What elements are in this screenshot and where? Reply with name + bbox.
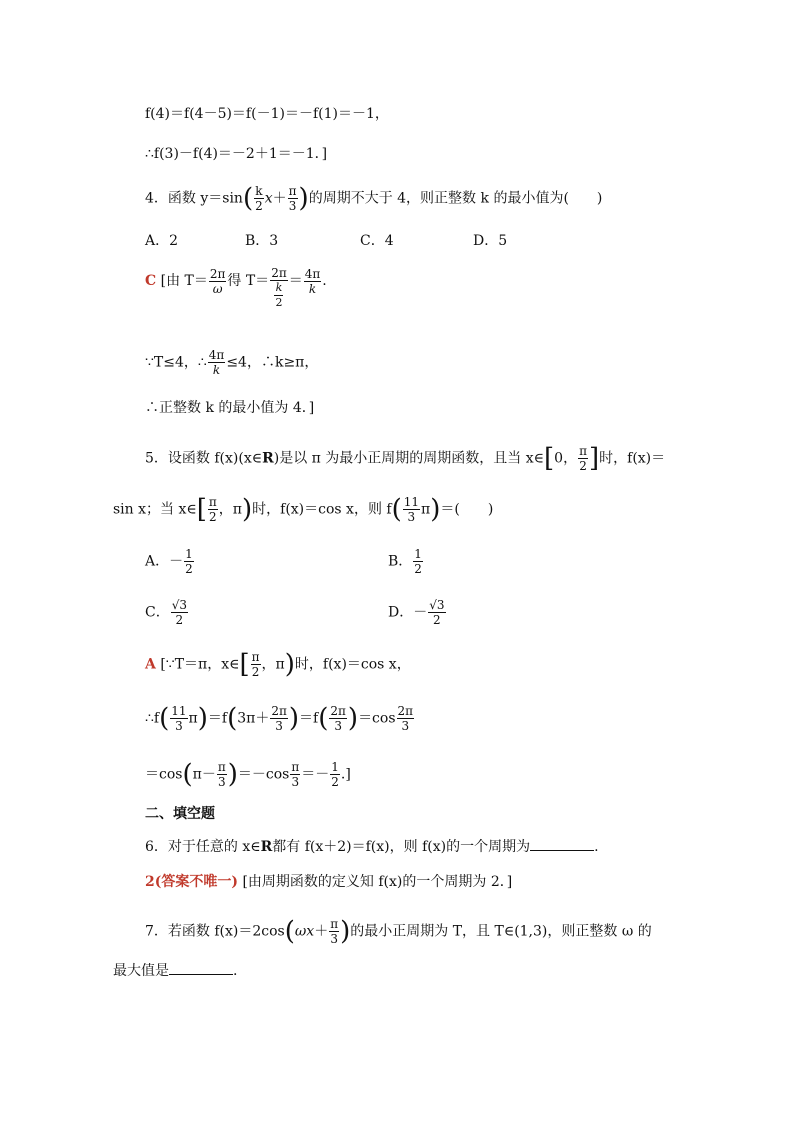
q4-frac-k2: $\frac{k}{2}$	[255, 184, 263, 213]
answer-4-line-3: ∴正整数 k 的最小值为 4．]	[145, 400, 315, 416]
q4-suffix: 的周期不大于 4，则正整数 k 的最小值为( )	[308, 190, 603, 207]
question-5-line-2: sin x；当 x∈[ $\frac{\pi}{2}$ ，π)时，f(x)＝cos x，则 f( $\frac{11}{3}$ π)＝( )	[113, 494, 494, 525]
question-4: 4．函数 y＝sin( $\frac{k}{2}$ x＋ $\frac{\pi}{3}$ )的周期不大于 4，则正整数 k 的最小值为( )	[145, 183, 603, 214]
q4-option-c: C．4	[360, 233, 394, 249]
answer-4-line-1: C [由 T＝ $\frac{2\pi}{\omega}$ 得 T＝ $\frac{2\pi}{\frac{k}{2}}$ ＝ $\frac{4\pi}{k}$ .	[145, 266, 327, 309]
answer-5-line-3: ＝cos(π－ $\frac{\pi}{3}$ )＝－cos $\frac{\pi}{3}$ ＝－ $\frac{1}{2}$ .]	[145, 759, 351, 790]
q4-frac-pi3: $\frac{\pi}{3}$	[288, 184, 297, 213]
q5-option-a: A．－ $\frac{1}{2}$	[145, 547, 193, 576]
q5-option-c: C． $\frac{√3}{2}$	[145, 598, 187, 627]
question-7-line-2: 最大值是 .	[113, 960, 237, 981]
q5-option-d: D．－ $\frac{√3}{2}$	[388, 598, 445, 627]
q4-option-d: D．5	[473, 233, 508, 249]
answer-6: 2(答案不唯一) [由周期函数的定义知 f(x)的一个周期为 2．]	[145, 874, 513, 890]
solution-line-2: ∴f(3)－f(4)＝－2＋1＝－1．]	[145, 146, 328, 162]
question-5-line-1: 5．设函数 f(x)(x∈R)是以 π 为最小正周期的周期函数，且当 x∈[0， $\frac{\pi}{2}$ ]时，f(x)＝	[145, 443, 666, 474]
section-heading-fill-in: 二、填空题	[145, 806, 215, 822]
q4-prefix: 4．函数 y＝sin	[145, 190, 243, 207]
q4-option-a: A．2	[145, 233, 179, 249]
q5-option-b: B． $\frac{1}{2}$	[388, 547, 422, 576]
answer-5-letter: A	[145, 656, 156, 673]
answer-5-line-1: A [∵T＝π，x∈[ $\frac{\pi}{2}$ ，π)时，f(x)＝cos x，	[145, 649, 411, 680]
q6-answer-blank	[530, 836, 594, 851]
question-6: 6．对于任意的 x∈R都有 f(x＋2)＝f(x)，则 f(x)的一个周期为 .	[145, 836, 599, 857]
answer-4-line-2: ∵T≤4，∴ $\frac{4\pi}{k}$ ≤4，∴k≥π，	[145, 348, 319, 377]
q7-answer-blank	[169, 960, 233, 975]
answer-4-letter: C	[145, 273, 157, 289]
answer-5-line-2: ∴f( $\frac{11}{3}$ π)＝f(3π＋ $\frac{2\pi}{3}$ )＝f( $\frac{2\pi}{3}$ )＝cos $\frac{2\pi}{3}$	[145, 703, 414, 734]
q4-option-b: B．3	[245, 233, 279, 249]
solution-line-1: f(4)＝f(4－5)＝f(－1)＝－f(1)＝－1，	[145, 106, 389, 122]
question-7-line-1: 7．若函数 f(x)＝2cos(ωx＋ $\frac{\pi}{3}$ )的最小正周期为 T，且 T∈(1,3)，则正整数 ω 的	[145, 916, 652, 947]
answer-6-value: 2(答案不唯一)	[145, 874, 238, 890]
